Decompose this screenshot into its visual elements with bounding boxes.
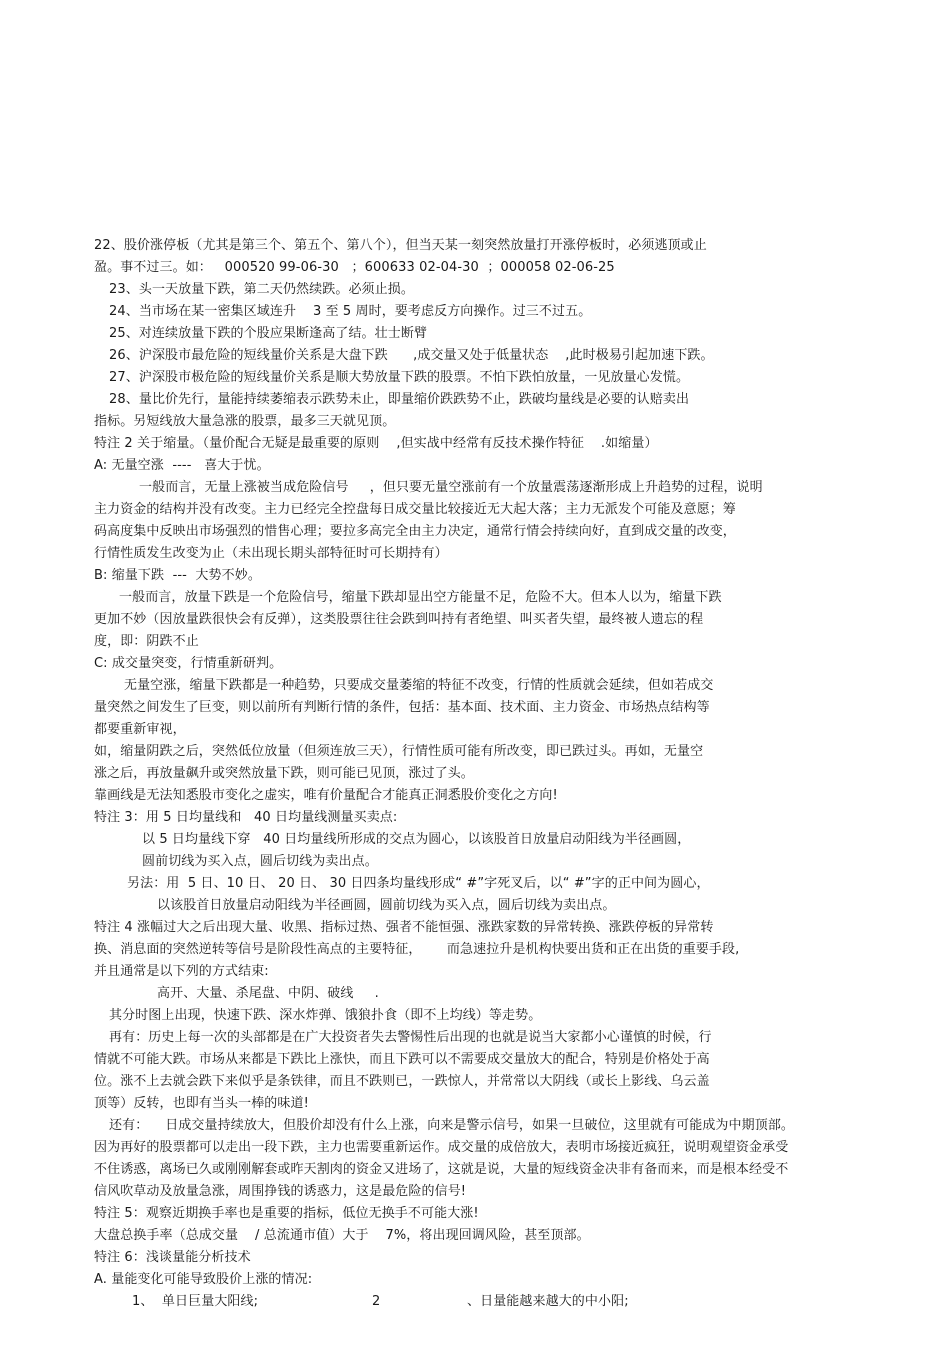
text-line: 并且通常是以下列的方式结束: (94, 964, 269, 979)
text-line: 不住诱惑，离场已久或刚刚解套或昨天割肉的资金又进场了，这就是说，大量的短线资金决非有备而来，而是根本经受不 (94, 1162, 789, 1177)
text-line: 2 (372, 1294, 381, 1309)
text-line: A: 无量空涨 ---- 喜大于忧。 (94, 458, 270, 473)
text-line: 再有：历史上每一次的头部都是在广大投资者失去警惕性后出现的也就是说当大家都小心谨慎的时候，行 (109, 1030, 712, 1045)
text-line: 一般而言，放量下跌是一个危险信号，缩量下跌却显出空方能量不足，危险不大。但本人以为，缩量下跌 (119, 590, 722, 605)
text-line: 27、沪深股市极危险的短线量价关系是顺大势放量下跌的股票。不怕下跌怕放量，一见放量心发慌。 (109, 370, 690, 385)
text-line: 涨之后，再放量飙升或突然放量下跌，则可能已见顶，涨过了头。 (94, 766, 474, 781)
text-line: 以该股首日放量启动阳线为半径画圆，圆前切线为买入点，圆后切线为卖出点。 (157, 898, 616, 913)
text-line: 行情性质发生改变为止（未出现长期头部特征时可长期持有） (94, 546, 448, 561)
text-line: C: 成交量突变，行情重新研判。 (94, 656, 283, 671)
text-line: 信风吹草动及放量急涨，周围挣钱的诱惑力，这是最危险的信号! (94, 1184, 467, 1199)
text-line: 24、当市场在某一密集区域连升 3 至 5 周时，要考虑反方向操作。过三不过五。 (109, 304, 592, 319)
text-line: 还有： 日成交量持续放大，但股价却没有什么上涨，向来是警示信号，如果一旦破位，这里就有可能成为中期顶部。 (109, 1118, 795, 1133)
text-line: A. 量能变化可能导致股价上涨的情况: (94, 1272, 313, 1287)
text-line: 都要重新审视， (94, 722, 186, 737)
text-line: 特注 4 涨幅过大之后出现大量、收黑、指标过热、强者不能恒强、涨跌家数的异常转换、涨跌停板的异常转 (94, 920, 714, 935)
text-line: 大盘总换手率（总成交量 / 总流通市值）大于 7%，将出现回调风险，甚至顶部。 (94, 1228, 590, 1243)
text-line: 量突然之间发生了巨变，则以前所有判断行情的条件，包括：基本面、技术面、主力资金、市场热点结构等 (94, 700, 710, 715)
text-line: 22、股价涨停板（尤其是第三个、第五个、第八个），但当天某一刻突然放量打开涨停板时，必须逃顶或止 (94, 238, 707, 253)
text-line: 圆前切线为买入点，圆后切线为卖出点。 (142, 854, 378, 869)
text-line: 23、头一天放量下跌，第二天仍然续跌。必须止损。 (109, 282, 414, 297)
text-line: 另法：用 5 日、10 日、 20 日、 30 日四条均量线形成“ #”字死叉后，以“ #”字的正中间为圆心， (127, 876, 710, 891)
text-line: 一般而言，无量上涨被当成危险信号 ，但只要无量空涨前有一个放量震荡逐渐形成上升趋势的过程，说明 (139, 480, 763, 495)
text-line: 换、消息面的突然逆转等信号是阶段性高点的主要特征， 而急速拉升是机构快要出货和正在出货的重要手段, (94, 942, 740, 957)
text-line: 以 5 日均量线下穿 40 日均量线所形成的交点为圆心，以该股首日放量启动阳线为半径画圆， (142, 832, 691, 847)
text-line: 无量空涨，缩量下跌都是一种趋势，只要成交量萎缩的特征不改变，行情的性质就会延续，但如若成交 (124, 678, 714, 693)
text-line: 主力资金的结构并没有改变。主力已经完全控盘每日成交量比较接近无大起大落；主力无派发个可能及意愿；筹 (94, 502, 736, 517)
text-line: 特注 5：观察近期换手率也是重要的指标，低位无换手不可能大涨! (94, 1206, 479, 1221)
text-line: 、日量能越来越大的中小阳; (467, 1294, 629, 1309)
text-line: 25、对连续放量下跌的个股应果断逢高了结。壮士断臂 (109, 326, 428, 341)
text-line: 28、量比价先行，量能持续萎缩表示跌势未止，即量缩价跌跌势不止，跌破均量线是必要的认赔卖出 (109, 392, 690, 407)
text-line: 情就不可能大跌。市场从来都是下跌比上涨快，而且下跌可以不需要成交量放大的配合，特别是价格处于高 (94, 1052, 710, 1067)
text-line: B: 缩量下跌 --- 大势不妙。 (94, 568, 261, 583)
text-line: 靠画线是无法知悉股市变化之虚实，唯有价量配合才能真正洞悉股价变化之方向! (94, 788, 558, 803)
text-line: 顶等）反转，也即有当头一棒的味道! (94, 1096, 309, 1111)
text-line: 高开、大量、杀尾盘、中阴、破线 . (157, 986, 379, 1001)
text-line: 1、 单日巨量大阳线; (132, 1294, 259, 1309)
text-line: 如，缩量阴跌之后，突然低位放量（但须连放三天），行情性质可能有所改变，即已跌过头。再如，无量空 (94, 744, 704, 759)
text-line: 盈。事不过三。如： 000520 99-06-30 ；600633 02-04-30 ；000058 02-06-25 (94, 260, 615, 275)
text-line: 码高度集中反映出市场强烈的惜售心理；要拉多高完全由主力决定，通常行情会持续向好，直到成交量的改变， (94, 524, 736, 539)
text-line: 因为再好的股票都可以走出一段下跌，主力也需要重新运作。成交量的成倍放大，表明市场接近疯狂，说明观望资金承受 (94, 1140, 789, 1155)
text-line: 位。涨不上去就会跌下来似乎是条铁律，而且不跌则已，一跌惊人，并常常以大阴线（或长上影线、乌云盖 (94, 1074, 710, 1089)
text-line: 其分时图上出现，快速下跌、深水炸弹、饿狼扑食（即不上均线）等走势。 (109, 1008, 542, 1023)
text-line: 特注 3：用 5 日均量线和 40 日均量线测量买卖点: (94, 810, 398, 825)
text-line: 更加不妙（因放量跌很快会有反弹），这类股票往往会跌到叫持有者绝望、叫买者失望，最终被人遗忘的程 (94, 612, 704, 627)
text-line: 指标。另短线放大量急涨的股票，最多三天就见顶。 (94, 414, 396, 429)
text-line: 特注 2 关于缩量。（量价配合无疑是最重要的原则 ,但实战中经常有反技术操作特征 .如缩量） (94, 436, 658, 451)
text-line: 26、沪深股市最危险的短线量价关系是大盘下跌 ,成交量又处于低量状态 ,此时极易引起加速下跌。 (109, 348, 714, 363)
text-line: 度，即：阴跌不止 (94, 634, 199, 649)
text-line: 特注 6：浅谈量能分析技术 (94, 1250, 251, 1265)
